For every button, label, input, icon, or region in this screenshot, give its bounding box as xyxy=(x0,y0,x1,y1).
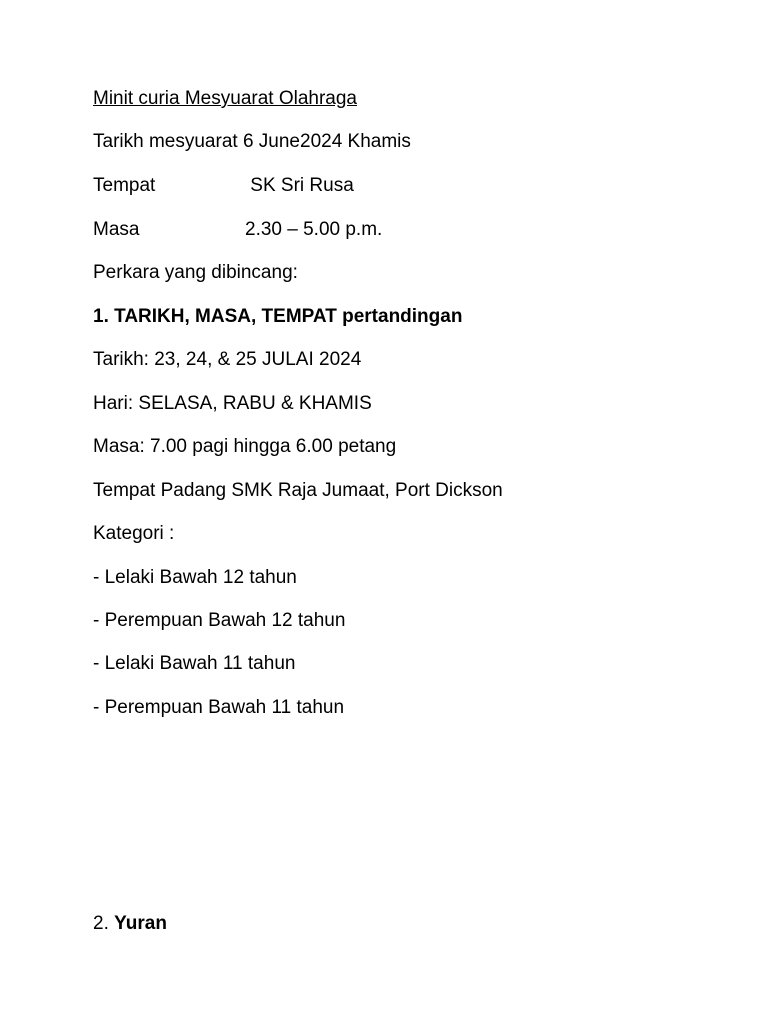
meeting-date-line xyxy=(93,130,411,154)
meeting-time-label: Masa xyxy=(93,219,140,240)
section-2-heading xyxy=(93,912,167,936)
meeting-date-value: 6 June2024 xyxy=(237,131,348,152)
competition-place: Tempat Padang SMK Raja Jumaat, Port Dickson xyxy=(93,480,503,501)
list-item: - Lelaki Bawah 11 tahun xyxy=(93,653,296,674)
list-item: - Lelaki Bawah 12 tahun xyxy=(93,567,297,588)
meeting-time-value: 2.30 – 5.00 p.m. xyxy=(245,219,383,240)
meeting-day: Khamis xyxy=(347,131,411,152)
discussion-label: Perkara yang dibincang: xyxy=(93,262,298,283)
meeting-date-label: Tarikh mesyuarat xyxy=(93,131,238,152)
meeting-place-line xyxy=(93,174,354,198)
section-2-number: 2. xyxy=(93,913,115,934)
competition-date: Tarikh: 23, 24, & 25 JULAI 2024 xyxy=(93,349,362,370)
competition-time: Masa: 7.00 pagi hingga 6.00 petang xyxy=(93,436,397,457)
list-item: - Perempuan Bawah 11 tahun xyxy=(93,697,345,718)
section-2-title: Yuran xyxy=(114,913,167,934)
category-label: Kategori : xyxy=(93,523,175,544)
competition-day: Hari: SELASA, RABU & KHAMIS xyxy=(93,393,372,414)
section-1-heading: 1. TARIKH, MASA, TEMPAT pertandingan xyxy=(93,306,463,327)
meeting-place-label: Tempat xyxy=(93,175,156,196)
meeting-place-value: SK Sri Rusa xyxy=(245,175,354,196)
document-title: Minit curia Mesyuarat Olahraga xyxy=(93,88,357,109)
meeting-time-line xyxy=(93,218,382,242)
list-item: - Perempuan Bawah 12 tahun xyxy=(93,610,346,631)
